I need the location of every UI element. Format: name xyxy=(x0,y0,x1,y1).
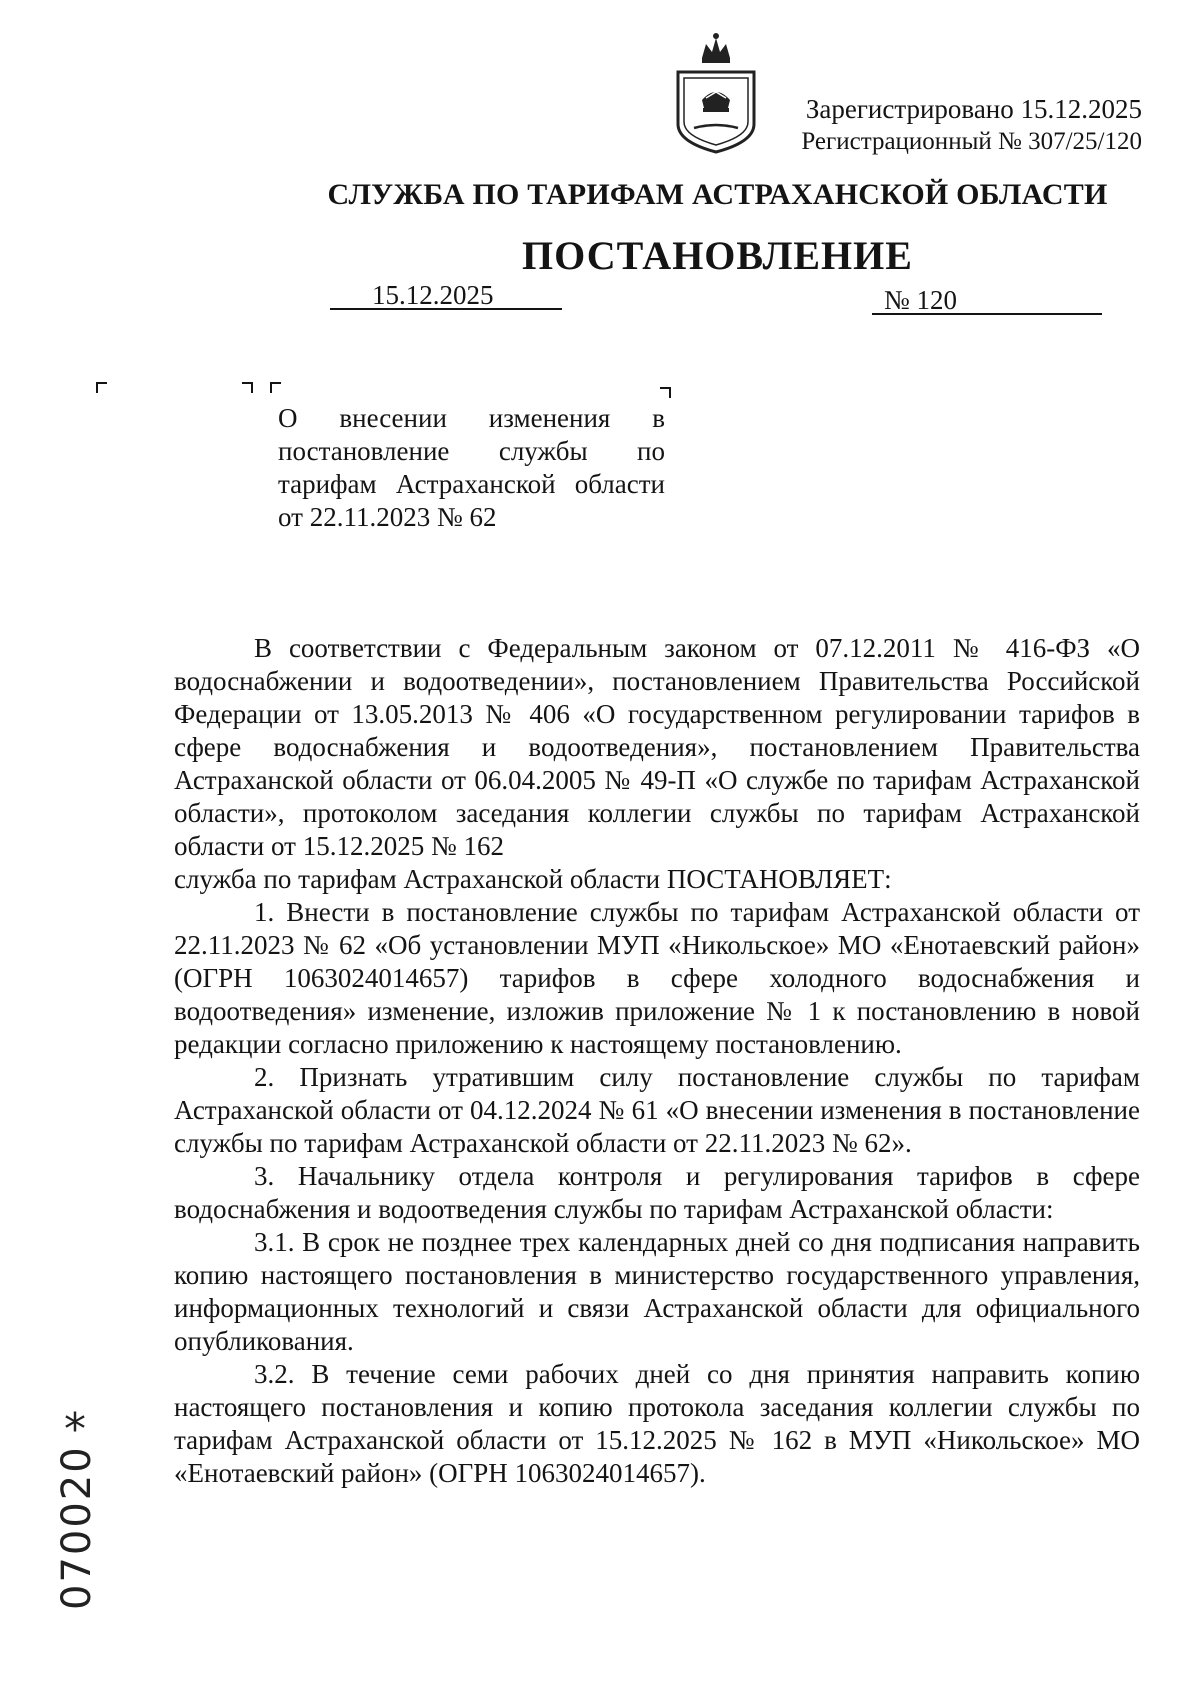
item-1-paragraph: 1. Внести в постановление службы по тарифам Астраханской области от 22.11.2023 № 62 «Об установлении МУП «Никольское» МО «Енотаевский район» (ОГРН 1063024014657) тарифов в сфере холодного водоснабжения и водоотведения» изменение, изложив приложение № 1 к постановлению в новой редакции согласно приложению к настоящему постановлению. xyxy=(174,897,1140,1059)
preamble-paragraph: В соответствии с Федеральным законом от 07.12.2011 № 416-ФЗ «О водоснабжении и водоотведении», постановлением Правительства Российской Федерации от 13.05.2013 № 406 «О государственном регулировании тарифов в сфере водоснабжения и водоотведения», постановлением Правительства Астраханской области от 06.04.2005 № 49-П «О службе по тарифам Астраханской области», протоколом заседания коллегии службы по тарифам Астраханской области от 15.12.2025 № 162 xyxy=(174,633,1140,861)
document-type-title: ПОСТАНОВЛЕНИЕ xyxy=(522,233,913,278)
agency-title: СЛУЖБА ПО ТАРИФАМ АСТРАХАНСКОЙ ОБЛАСТИ xyxy=(327,178,1108,211)
coat-of-arms-emblem xyxy=(672,28,760,156)
margin-star-mark: * xyxy=(64,1404,86,1455)
registration-stamp xyxy=(801,92,1142,158)
margin-form-number: 070020 xyxy=(54,1445,100,1610)
registration-date: Зарегистрировано 15.12.2025 xyxy=(805,94,1142,124)
corner-mark-left xyxy=(96,382,107,393)
document-number: № 120 xyxy=(884,285,958,315)
corner-mark-subject-right xyxy=(660,387,671,398)
document-date: 15.12.2025 xyxy=(372,280,494,310)
document-body xyxy=(174,632,1140,1490)
item-2-paragraph: 2. Признать утратившим силу постановление службы по тарифам Астраханской области от 04.12.2024 № 61 «О внесении изменения в постановление службы по тарифам Астраханской области от 22.11.2023 № 62». xyxy=(174,1062,1140,1158)
item-3-paragraph: 3. Начальнику отдела контроля и регулирования тарифов в сфере водоснабжения и водоотведения службы по тарифам Астраханской области: xyxy=(174,1161,1140,1224)
registration-number: Регистрационный № 307/25/120 xyxy=(801,128,1142,155)
item-3-1-paragraph: 3.1. В срок не позднее трех календарных дней со дня подписания направить копию настоящего постановления в министерство государственного управления, информационных технологий и связи Астраханской области для официального опубликования. xyxy=(174,1227,1140,1356)
document-subject: О внесении изменения в постановление службы по тарифам Астраханской области от 22.11.2023 № 62 xyxy=(278,403,665,532)
item-3-2-paragraph: 3.2. В течение семи рабочих дней со дня принятия направить копию настоящего постановления и копию протокола заседания коллегии службы по тарифам Астраханской области от 15.12.2025 № 162 в МУП «Никольское» МО «Енотаевский район» (ОГРН 1063024014657). xyxy=(174,1359,1140,1488)
corner-mark-subject-left xyxy=(270,382,281,393)
corner-mark-mid-right xyxy=(242,382,253,393)
decree-phrase: служба по тарифам Астраханской области ПОСТАНОВЛЯЕТ: xyxy=(174,864,892,894)
